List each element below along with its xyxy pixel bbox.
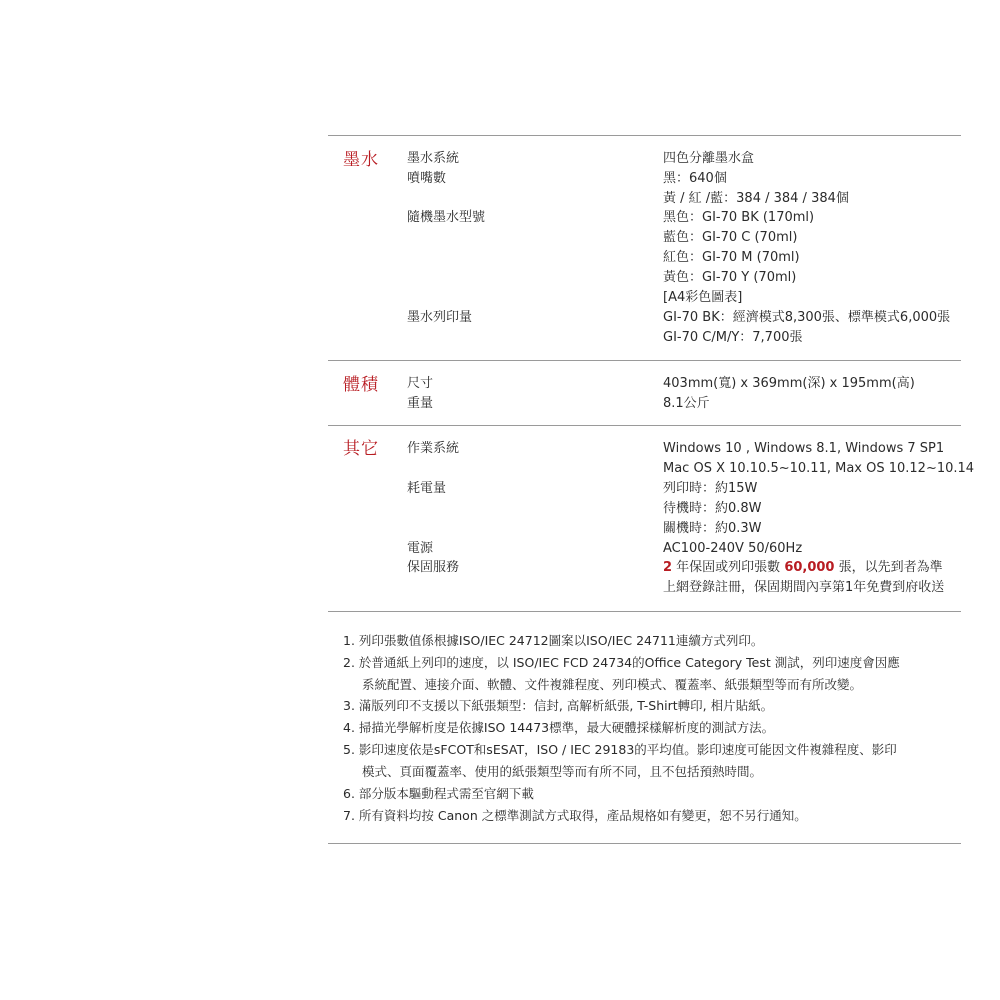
label-nozzles: 噴嘴數 <box>407 171 447 186</box>
label-power-consumption: 耗電量 <box>407 481 447 496</box>
value-nozzles-black: 黑：640個 <box>663 171 727 186</box>
divider-size <box>328 425 961 426</box>
value-yield-black: GI-70 BK：經濟模式8,300張、標準模式6,000張 <box>663 310 951 325</box>
label-power-supply: 電源 <box>407 541 434 556</box>
value-power-supply: AC100-240V 50/60Hz <box>663 541 803 556</box>
value-ink-yellow: 黃色：GI-70 Y (70ml) <box>663 270 797 285</box>
label-dimensions: 尺寸 <box>407 376 434 391</box>
value-ink-magenta: 紅色：GI-70 M (70ml) <box>663 250 800 265</box>
divider-bottom <box>328 843 961 844</box>
value-power-printing: 列印時：約15W <box>663 481 758 496</box>
value-yield-chart: [A4彩色圖表] <box>663 290 743 305</box>
footnote-6: 6. 部分版本驅動程式需至官網下載 <box>343 786 534 801</box>
warranty-mid-text: 年保固或列印張數 <box>672 560 785 575</box>
value-ink-cyan: 藍色：GI-70 C (70ml) <box>663 230 798 245</box>
value-nozzles-color: 黃 / 紅 /藍：384 / 384 / 384個 <box>663 191 849 206</box>
value-ink-black: 黑色：GI-70 BK (170ml) <box>663 210 815 225</box>
footnote-3: 3. 滿版列印不支援以下紙張類型：信封, 高解析紙張, T-Shirt轉印, 相片貼紙。 <box>343 698 774 713</box>
footnote-4: 4. 掃描光學解析度是依據ISO 14473標準，最大硬體採樣解析度的測試方法。 <box>343 720 775 735</box>
value-os-windows: Windows 10 , Windows 8.1, Windows 7 SP1 <box>663 441 945 456</box>
footnote-7: 7. 所有資料均按 Canon 之標準測試方式取得，產品規格如有變更，恕不另行通知。 <box>343 808 807 823</box>
divider-other <box>328 611 961 612</box>
warranty-years: 2 <box>663 560 673 575</box>
footnote-2: 2. 於普通紙上列印的速度，以 ISO/IEC FCD 24734的Office Category Test 測試，列印速度會因應 <box>343 655 900 670</box>
footnote-1: 1. 列印張數值係根據ISO/IEC 24712圖案以ISO/IEC 24711連續方式列印。 <box>343 633 764 648</box>
footnote-5-cont: 模式、頁面覆蓋率、使用的紙張類型等而有所不同，且不包括預熱時間。 <box>362 764 763 779</box>
label-warranty: 保固服務 <box>407 560 460 575</box>
divider-ink <box>328 360 961 361</box>
section-title-other: 其它 <box>343 439 379 459</box>
warranty-tail-text: 張，以先到者為準 <box>834 560 943 575</box>
label-os: 作業系統 <box>407 441 460 456</box>
label-ink-yield: 墨水列印量 <box>407 310 473 325</box>
value-ink-system: 四色分離墨水盒 <box>663 151 755 166</box>
section-title-ink: 墨水 <box>343 150 379 170</box>
value-yield-color: GI-70 C/M/Y：7,700張 <box>663 330 803 345</box>
value-power-standby: 待機時：約0.8W <box>663 501 762 516</box>
label-bundled-ink-model: 隨機墨水型號 <box>407 210 486 225</box>
value-dimensions: 403mm(寬) x 369mm(深) x 195mm(高) <box>663 376 915 391</box>
footnote-2-cont: 系統配置、連接介面、軟體、文件複雜程度、列印模式、覆蓋率、紙張類型等而有所改變。 <box>362 677 863 692</box>
value-os-mac: Mac OS X 10.10.5~10.11, Max OS 10.12~10.14 <box>663 461 975 476</box>
label-weight: 重量 <box>407 396 434 411</box>
footnote-5: 5. 影印速度依是sFCOT和sESAT，ISO / IEC 29183的平均值。影印速度可能因文件複雜程度、影印 <box>343 742 897 757</box>
value-weight: 8.1公斤 <box>663 396 710 411</box>
warranty-page-count: 60,000 <box>784 560 835 575</box>
value-power-off: 關機時：約0.3W <box>663 521 762 536</box>
value-warranty-registration: 上網登錄註冊，保固期間內享第1年免費到府收送 <box>663 580 945 595</box>
value-warranty <box>663 558 943 578</box>
divider-top <box>328 135 961 136</box>
section-title-size: 體積 <box>343 375 379 395</box>
label-ink-system: 墨水系統 <box>407 151 460 166</box>
